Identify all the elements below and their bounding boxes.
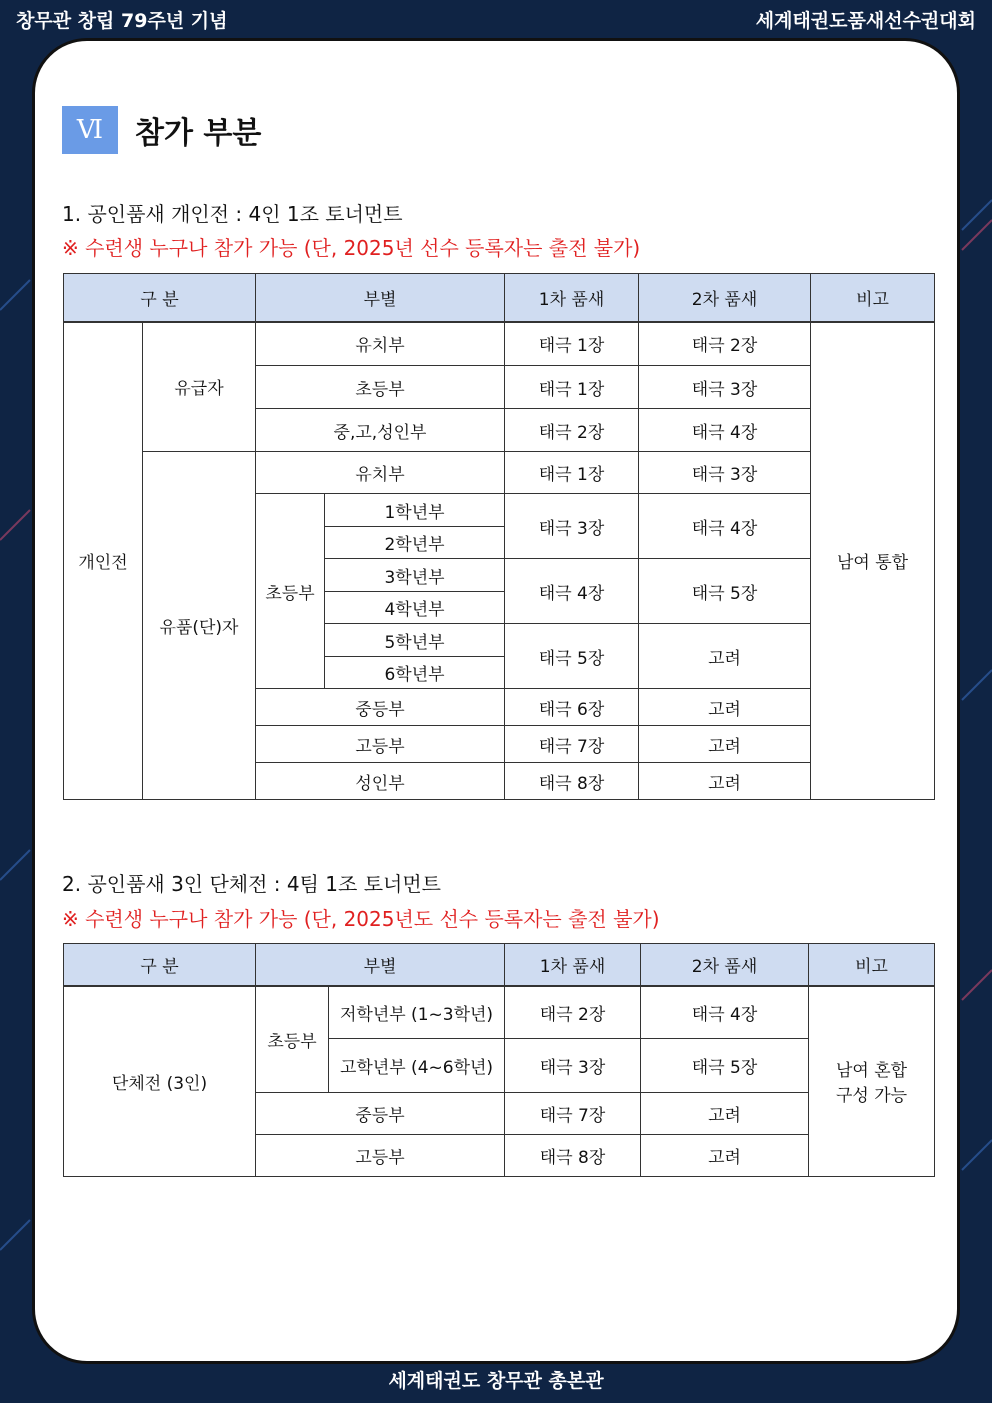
remark-line: 구성 가능 bbox=[835, 1086, 908, 1107]
second-poomsae-cell: 태극 5장 bbox=[641, 1039, 809, 1093]
header-category: 구 분 bbox=[64, 944, 256, 986]
grade-cell: 1학년부 bbox=[325, 494, 505, 527]
second-poomsae-cell: 고려 bbox=[639, 624, 811, 689]
division-cell: 고등부 bbox=[256, 1135, 505, 1177]
part2-note: ※ 수련생 누구나 참가 가능 (단, 2025년도 선수 등록자는 출전 불가) bbox=[62, 907, 660, 931]
grade-cell: 2학년부 bbox=[325, 527, 505, 559]
header-left-title: 창무관 창립 79주년 기념 bbox=[16, 10, 228, 32]
first-poomsae-cell: 태극 7장 bbox=[505, 1093, 641, 1135]
grade-cell: 3학년부 bbox=[325, 559, 505, 592]
second-poomsae-cell: 태극 3장 bbox=[639, 452, 811, 494]
first-poomsae-cell: 태극 2장 bbox=[505, 409, 639, 452]
first-poomsae-cell: 태극 6장 bbox=[505, 689, 639, 726]
header-first-poomsae: 1차 품새 bbox=[505, 944, 641, 986]
header-right-title: 세계태권도품새선수권대회 bbox=[755, 10, 976, 32]
elementary-cell: 초등부 bbox=[256, 986, 329, 1093]
division-cell: 초등부 bbox=[256, 366, 505, 409]
second-poomsae-cell: 고려 bbox=[639, 726, 811, 763]
elementary-cell: 초등부 bbox=[256, 494, 325, 689]
division-cell: 유치부 bbox=[256, 322, 505, 366]
header-division: 부별 bbox=[256, 274, 505, 322]
category-cell: 개인전 bbox=[64, 322, 143, 800]
footer-title: 세계태권도 창무관 총본관 bbox=[388, 1370, 604, 1392]
part2-subtitle: 2. 공인품새 3인 단체전 : 4팀 1조 토너먼트 bbox=[62, 872, 441, 896]
second-poomsae-cell: 태극 2장 bbox=[639, 322, 811, 366]
second-poomsae-cell: 태극 4장 bbox=[639, 409, 811, 452]
part1-subtitle: 1. 공인품새 개인전 : 4인 1조 토너먼트 bbox=[62, 202, 403, 226]
division-cell: 중등부 bbox=[256, 1093, 505, 1135]
table-row bbox=[64, 986, 935, 1039]
second-poomsae-cell: 고려 bbox=[639, 763, 811, 800]
grade-cell: 5학년부 bbox=[325, 624, 505, 657]
first-poomsae-cell: 태극 7장 bbox=[505, 726, 639, 763]
second-poomsae-cell: 태극 4장 bbox=[639, 494, 811, 559]
remark-line: 남여 혼합 bbox=[835, 1061, 908, 1082]
individual-table bbox=[63, 273, 935, 800]
division-cell: 유치부 bbox=[256, 452, 505, 494]
part1-note: ※ 수련생 누구나 참가 가능 (단, 2025년 선수 등록자는 출전 불가) bbox=[62, 236, 641, 260]
first-poomsae-cell: 태극 8장 bbox=[505, 1135, 641, 1177]
header-second-poomsae: 2차 품새 bbox=[641, 944, 809, 986]
first-poomsae-cell: 태극 1장 bbox=[505, 366, 639, 409]
grade-cell: 4학년부 bbox=[325, 592, 505, 624]
group-a-cell: 유급자 bbox=[143, 322, 256, 452]
header-second-poomsae: 2차 품새 bbox=[639, 274, 811, 322]
table-header-row bbox=[64, 944, 935, 986]
team-table bbox=[63, 943, 935, 1177]
second-poomsae-cell: 태극 3장 bbox=[639, 366, 811, 409]
header-category: 구 분 bbox=[64, 274, 256, 322]
header-division: 부별 bbox=[256, 944, 505, 986]
first-poomsae-cell: 태극 2장 bbox=[505, 986, 641, 1039]
header-remark: 비고 bbox=[811, 274, 935, 322]
remark-cell bbox=[809, 986, 935, 1177]
division-cell: 고학년부 (4~6학년) bbox=[329, 1039, 505, 1093]
first-poomsae-cell: 태극 8장 bbox=[505, 763, 639, 800]
category-cell: 단체전 (3인) bbox=[64, 986, 256, 1177]
remark-cell: 남여 통합 bbox=[811, 322, 935, 800]
section-title: 참가 부분 bbox=[135, 116, 262, 151]
table-row bbox=[64, 452, 935, 494]
grade-cell: 6학년부 bbox=[325, 657, 505, 689]
table-row bbox=[64, 322, 935, 366]
header-first-poomsae: 1차 품새 bbox=[505, 274, 639, 322]
second-poomsae-cell: 고려 bbox=[641, 1093, 809, 1135]
first-poomsae-cell: 태극 3장 bbox=[505, 494, 639, 559]
first-poomsae-cell: 태극 1장 bbox=[505, 452, 639, 494]
first-poomsae-cell: 태극 4장 bbox=[505, 559, 639, 624]
group-b-cell: 유품(단)자 bbox=[143, 452, 256, 800]
second-poomsae-cell: 태극 4장 bbox=[641, 986, 809, 1039]
division-cell: 중등부 bbox=[256, 689, 505, 726]
first-poomsae-cell: 태극 3장 bbox=[505, 1039, 641, 1093]
division-cell: 성인부 bbox=[256, 763, 505, 800]
division-cell: 중,고,성인부 bbox=[256, 409, 505, 452]
division-cell: 저학년부 (1~3학년) bbox=[329, 986, 505, 1039]
division-cell: 고등부 bbox=[256, 726, 505, 763]
header-remark: 비고 bbox=[809, 944, 935, 986]
second-poomsae-cell: 고려 bbox=[641, 1135, 809, 1177]
second-poomsae-cell: 고려 bbox=[639, 689, 811, 726]
first-poomsae-cell: 태극 5장 bbox=[505, 624, 639, 689]
table-header-row bbox=[64, 274, 935, 322]
section-number-badge: Ⅵ bbox=[62, 106, 118, 154]
first-poomsae-cell: 태극 1장 bbox=[505, 322, 639, 366]
second-poomsae-cell: 태극 5장 bbox=[639, 559, 811, 624]
